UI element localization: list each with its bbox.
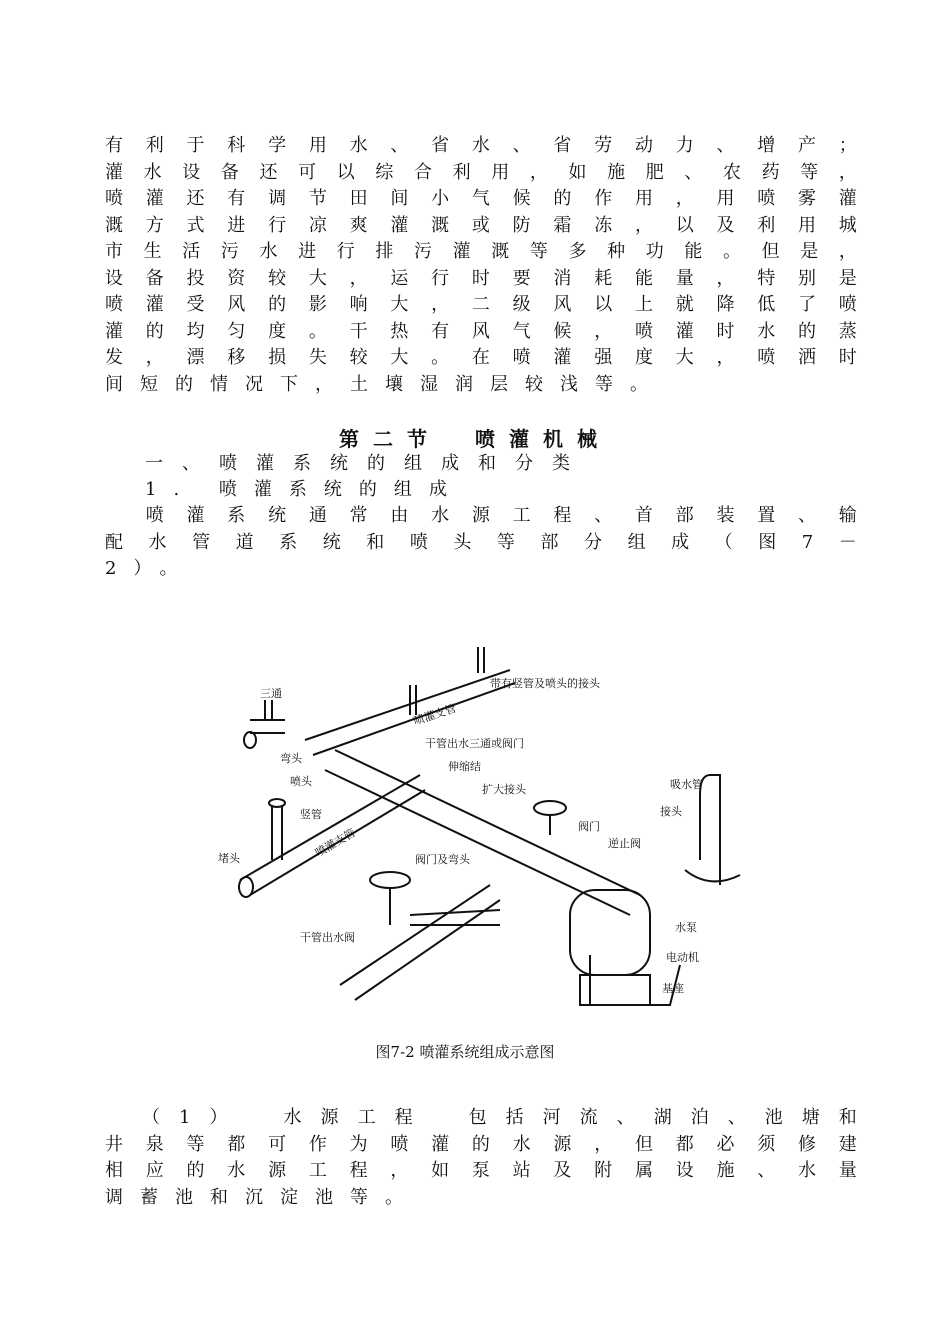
label-famen-wantou: 阀门及弯头 (415, 853, 470, 866)
para1-line: 发 ， 漂 移 损 失 较 大 。 在 喷 灌 强 度 大 ， 喷 洒 时 (105, 347, 857, 368)
subheading-2: 1. 喷灌系统的组成 (145, 479, 464, 500)
para1-line: 有 利 于 科 学 用 水 、 省 水 、 省 劳 动 力 、 增 产 ； (105, 135, 857, 156)
label-santong: 三通 (260, 687, 282, 700)
label-jietou-top: 带有竖管及喷头的接头 (490, 677, 600, 690)
subheading-1: 一、喷灌系统的组成和分类 (145, 453, 589, 474)
section-title: 第二节 喷灌机械 (339, 427, 611, 451)
para3-line: （ 1 ） 水 源 工 程 包 括 河 流 、 湖 泊 、 池 塘 和 (142, 1107, 857, 1128)
label-kuoda-jietou: 扩大接头 (482, 783, 526, 796)
label-xishuiguan: 吸水管 (670, 778, 703, 791)
para1-line: 喷 灌 受 风 的 影 响 大 ， 二 级 风 以 上 就 降 低 了 喷 (105, 294, 857, 315)
sprinkler-system-diagram (210, 625, 750, 1025)
label-wantou: 弯头 (280, 752, 302, 765)
para3-line: 相 应 的 水 源 工 程 ， 如 泵 站 及 附 属 设 施 、 水 量 (105, 1160, 857, 1181)
label-ganguan-chushuifa: 干管出水阀 (300, 931, 355, 944)
label-zhiguan-left: 喷灌支管 (313, 826, 358, 860)
para1-line: 间短的情况下，土壤湿润层较浅等。 (105, 373, 665, 395)
label-nizhifa: 逆止阀 (608, 837, 641, 850)
label-diandongji: 电动机 (666, 951, 699, 964)
label-jietou: 接头 (660, 805, 682, 818)
para1-line: 灌 水 设 备 还 可 以 综 合 利 用 ， 如 施 肥 、 农 药 等 ， (105, 161, 857, 183)
para1-line: 喷 灌 还 有 调 节 田 间 小 气 候 的 作 用 ， 用 喷 雾 灌 (105, 188, 857, 209)
para3-line: 调蓄池和沉淀池等。 (105, 1186, 420, 1208)
label-ganguan-santong: 干管出水三通或阀门 (425, 737, 524, 750)
label-shuibeng: 水泵 (675, 921, 697, 934)
label-shuguan: 竖管 (300, 808, 322, 821)
label-shensuojie: 伸缩结 (448, 760, 481, 773)
para2-line: 配 水 管 道 系 统 和 喷 头 等 部 分 组 成 （ 图 7 － (105, 531, 857, 553)
label-zhiguan-top: 喷灌支管 (411, 701, 458, 728)
label-jizuo: 基座 (662, 982, 684, 995)
para2-line: 2）。 (105, 558, 195, 579)
para1-line: 设 备 投 资 较 大 ， 运 行 时 要 消 耗 能 量 ， 特 别 是 (105, 267, 857, 289)
label-pentou: 喷头 (290, 775, 312, 788)
label-famen: 阀门 (578, 820, 600, 833)
label-dutou: 堵头 (218, 852, 240, 865)
para3-line: 井 泉 等 都 可 作 为 喷 灌 的 水 源 ， 但 都 必 须 修 建 (105, 1133, 857, 1155)
para1-line: 溉 方 式 进 行 凉 爽 灌 溉 或 防 霜 冻 ， 以 及 利 用 城 (105, 214, 857, 236)
para1-line: 市 生 活 污 水 进 行 排 污 灌 溉 等 多 种 功 能 。 但 是 ， (105, 241, 857, 262)
figure-caption: 图7-2 喷灌系统组成示意图 (375, 1043, 555, 1061)
para1-line: 灌 的 均 匀 度 。 干 热 有 风 气 候 ， 喷 灌 时 水 的 蒸 (105, 320, 857, 342)
para2-line: 喷 灌 系 统 通 常 由 水 源 工 程 、 首 部 装 置 、 输 (145, 505, 857, 526)
